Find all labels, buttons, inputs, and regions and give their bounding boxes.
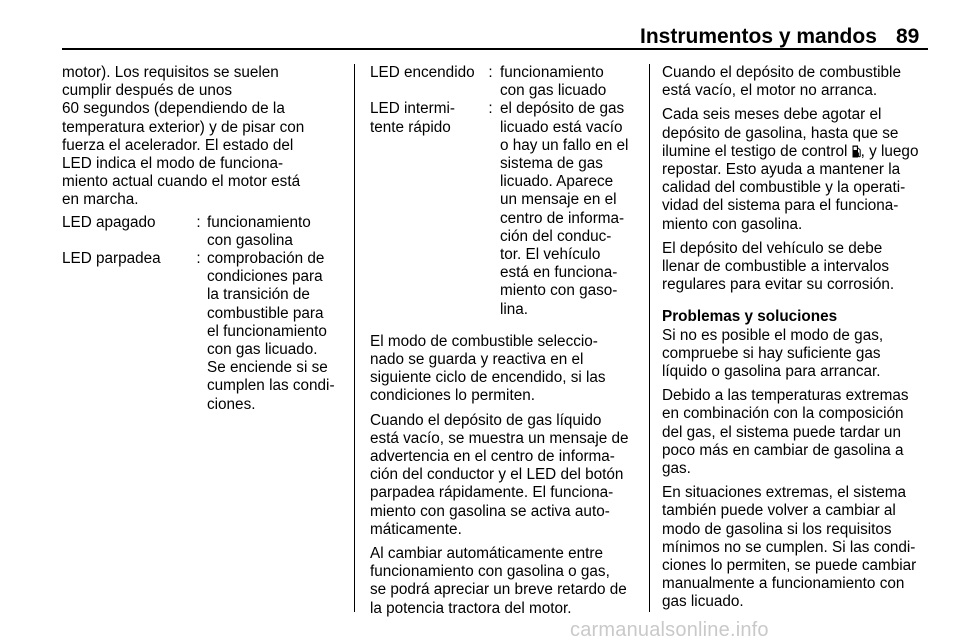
paragraph-temperatures: Debido a las temperaturas extremas en combinación con la composición del gas, el sistema puede tardar un poco más en cambiar de gasolina a gas. — [662, 387, 909, 478]
led-description: el depósito de gas licuado está vacío o hay un fallo en el sistema de gas licuado. Aparece un mensaje en el centro de informa- ción del conduc- tor. El vehículo está en funciona- miento con gaso- lina. — [500, 100, 629, 318]
led-term: LED intermi- tente rápido — [370, 100, 455, 136]
header-rule — [62, 48, 928, 50]
section-heading: Problemas y soluciones — [662, 308, 838, 326]
led-term: LED parpadea — [62, 250, 161, 268]
text-line: LED indica el modo de funciona- — [62, 155, 284, 173]
text-line: temperatura exterior) y de pisar con — [62, 118, 305, 136]
page-number: 89 — [896, 25, 920, 48]
paragraph-empty-tank: Cuando el depósito de gas líquido está vacío, se muestra un mensaje de advertencia en el centro de informa- ción del conductor y el LED del botón parpadea rápidamente. El funciona- miento con gasolina se activa auto- máticamente. — [370, 411, 629, 538]
led-colon: : — [196, 250, 201, 268]
led-row-intermitente — [370, 100, 636, 318]
watermark: carmanualsonline.info — [570, 619, 769, 641]
led-row-apagado — [62, 214, 340, 250]
led-status-table — [370, 64, 636, 319]
text-line: miento actual cuando el motor está — [62, 173, 301, 191]
led-row-parpadea — [62, 250, 340, 414]
text-line: en marcha. — [62, 191, 139, 209]
column-divider-1 — [354, 64, 355, 612]
led-term: LED encendido — [370, 64, 475, 81]
led-description: funcionamiento con gas licuado — [500, 64, 607, 100]
led-status-table — [62, 214, 340, 414]
text-line: 60 segundos (dependiendo de la — [62, 100, 285, 118]
paragraph-tank-empty: Cuando el depósito de combustible está vacío, el motor no arranca. — [662, 64, 901, 100]
intro-paragraph — [62, 64, 340, 210]
text-line: fuerza el acelerador. El estado del — [62, 136, 294, 154]
fuel-pump-icon — [852, 145, 861, 158]
text-line: motor). Los requisitos se suelen — [62, 64, 279, 81]
led-colon: : — [196, 213, 201, 231]
paragraph-fuel-mode: El modo de combustible seleccio- nado se guarda y reactiva en el siguiente ciclo de encendido, si las condiciones lo permiten. — [370, 332, 606, 405]
led-row-encendido — [370, 64, 636, 100]
paragraph-extreme-situations: En situaciones extremas, el sistema también puede volver a cambiar al modo de gasolina si los requisitos mínimos no se cumplen. Si las condi- ciones lo permiten, se puede cambiar manualmente a funcionamiento con gas licuado. — [662, 484, 917, 611]
column-divider-2 — [649, 64, 650, 612]
column-1 — [62, 64, 340, 414]
column-3 — [662, 64, 930, 612]
paragraph-refuel-intervals: El depósito del vehículo se debe llenar de combustible a intervalos regulares para evitar su corrosión. — [662, 239, 895, 294]
led-colon: : — [488, 100, 493, 118]
led-colon: : — [488, 64, 493, 81]
led-description: comprobación de condiciones para la transición de combustible para el funcionamiento con gas licuado. Se enciende si se cumplen las condi- ciones. — [207, 250, 335, 413]
text-line: cumplir después de unos — [62, 82, 233, 100]
led-term: LED apagado — [62, 213, 156, 231]
paragraph-auto-switch: Al cambiar automáticamente entre funcionamiento con gasolina o gas, se podrá apreciar un breve retardo de la potencia tractora del motor. — [370, 545, 627, 617]
page-title: Instrumentos y mandos — [640, 25, 877, 48]
paragraph-gas-mode: Si no es posible el modo de gas, compruebe si hay suficiente gas líquido o gasolina para arrancar. — [662, 326, 884, 381]
paragraph-six-months: Cada seis meses debe agotar el depósito de gasolina, hasta que se ilumine el testigo de control , y luego repostar. Esto ayuda a mantener la calidad del combustible y la operati- vidad del sistema para el funciona- miento con gasolina. — [662, 106, 919, 233]
column-2 — [370, 64, 636, 618]
led-description: funcionamiento con gasolina — [207, 213, 311, 249]
